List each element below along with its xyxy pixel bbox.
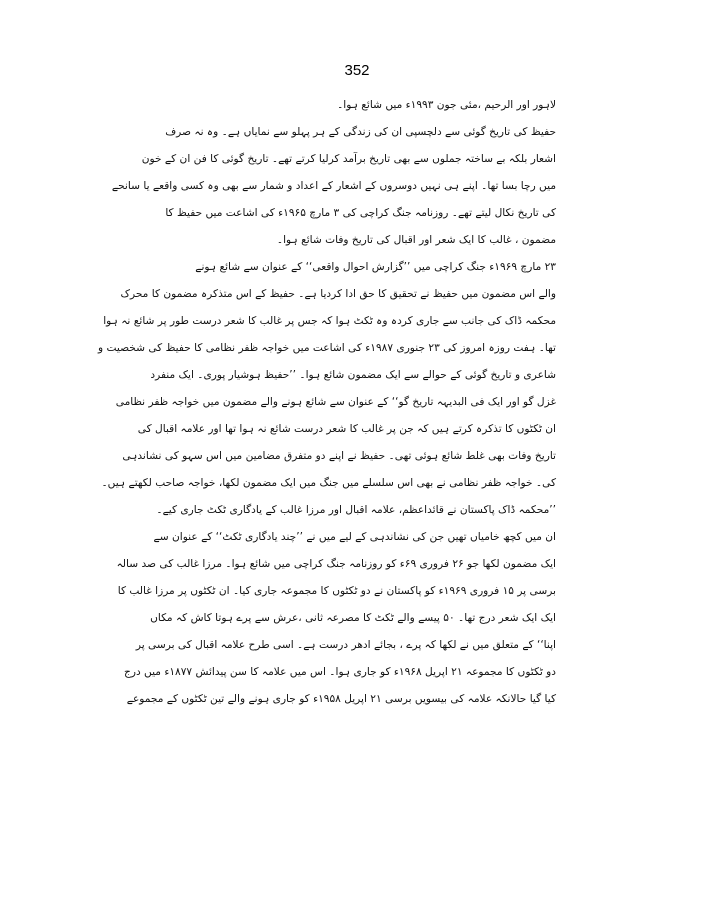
text-line: ان ٹکٹوں کا تذکرہ کرتے ہیں کہ جن پر غالب کا شعر درست شائع نہ ہوا تھا اور علامہ اقبال کی [137, 423, 556, 435]
text-line: ایک ایک شعر درج تھا۔ ۵۰ پیسے والے ٹکٹ کا مصرعہ ثانی ،عرش سے پرے ہوتا کاش کہ مکاں [150, 612, 556, 624]
text-line: غزل گو اور ایک فی البدیہہ تاریخ گو‘‘ کے عنوان سے شائع ہونے والے مضمون میں خواجہ ظفر نظامی [115, 396, 556, 408]
text-line: کی۔ خواجہ ظفر نظامی نے بھی اس سلسلے میں جنگ میں ایک مضمون لکھا، خواجہ صاحب لکھتے ہیں۔ [101, 477, 556, 489]
text-line: میں رچا بسا تھا۔ اپنے ہی نہیں دوسروں کے اشعار کے اعداد و شمار سے بھی وہ کسی واقعے یا سانحے [111, 180, 556, 192]
text-line: دو ٹکٹوں کا مجموعہ ۲۱ اپریل ۱۹۶۸ء کو جاری ہوا۔ اس میں علامہ کا سن پیدائش ۱۸۷۷ء میں درج [123, 666, 556, 678]
text-line: ۲۳ مارچ ۱۹۶۹ء جنگ کراچی میں ’’گزارش احوال واقعی‘‘ کے عنوان سے شائع ہونے [195, 261, 556, 273]
text-line: والے اس مضمون میں حفیظ نے تحقیق کا حق ادا کردیا ہے۔ حفیظ کے اس متذکرہ مضمون کا محرک [120, 288, 556, 300]
text-line: برسی پر ۱۵ فروری ۱۹۶۹ء کو پاکستان نے دو ٹکٹوں کا مجموعہ جاری کیا۔ ان ٹکٹوں پر مرزا غالب کا [117, 585, 556, 597]
text-line: ان میں کچھ خامیاں تھیں جن کی نشاندہی کے لیے میں نے ’’چند یادگاری ٹکٹ‘‘ کے عنوان سے [153, 531, 556, 543]
text-line: ایک مضمون لکھا جو ۲۶ فروری ۶۹ء کو روزنامہ جنگ کراچی میں شائع ہوا۔ مرزا غالب کی صد سالہ [116, 558, 556, 570]
text-line: تاریخ وفات بھی غلط شائع ہوئی تھی۔ حفیظ نے اپنے دو متفرق مضامین میں اس سہو کی نشاندہی [122, 450, 556, 462]
text-line: مضمون ، غالب کا ایک شعر اور اقبال کی تاریخ وفات شائع ہوا۔ [276, 234, 556, 246]
text-line: لاہور اور الرحیم ،مئی جون ۱۹۹۳ء میں شائع ہوا۔ [337, 99, 556, 111]
text-line: ’’محکمہ ڈاک پاکستان نے قائداعظم، علامہ اقبال اور مرزا غالب کے یادگاری ٹکٹ جاری کیے۔ [156, 504, 556, 516]
text-line: کی تاریخ نکال لیتے تھے۔ روزنامہ جنگ کراچی کی ۳ مارچ ۱۹۶۵ء کی اشاعت میں حفیظ کا [165, 207, 556, 219]
text-line: تھا۔ ہفت روزہ امروز کی ۲۳ جنوری ۱۹۸۷ء کی اشاعت میں خواجہ ظفر نظامی کا حفیظ کی شخصیت و [98, 342, 556, 354]
text-line: شاعری و تاریخ گوئی کے حوالے سے ایک مضمون شائع ہوا۔ ’’حفیظ ہوشیار پوری۔ ایک منفرد [150, 369, 556, 381]
text-line: اپنا‘‘ کے متعلق میں نے لکھا کہ پرے ، بجائے ادھر درست ہے۔ اسی طرح علامہ اقبال کی برسی پر [135, 639, 556, 651]
text-line: کیا گیا حالانکہ علامہ کی بیسویں برسی ۲۱ اپریل ۱۹۵۸ء کو جاری ہونے والے تین ٹکٹوں کے مجموعے [126, 693, 556, 705]
text-line: محکمہ ڈاک کی جانب سے جاری کردہ وہ ٹکٹ ہوا کہ جس پر غالب کا شعر درست طور پر شائع نہ ہوا [103, 315, 556, 327]
body-text [98, 92, 556, 713]
text-line: حفیظ کی تاریخ گوئی سے دلچسپی ان کی زندگی کے ہر پہلو سے نمایاں ہے۔ وہ نہ صرف [165, 126, 556, 138]
text-line: اشعار بلکہ بے ساختہ جملوں سے بھی تاریخ برآمد کرلیا کرتے تھے۔ تاریخ گوئی کا فن ان کے خون [141, 153, 556, 165]
page-number: 352 [344, 62, 370, 79]
